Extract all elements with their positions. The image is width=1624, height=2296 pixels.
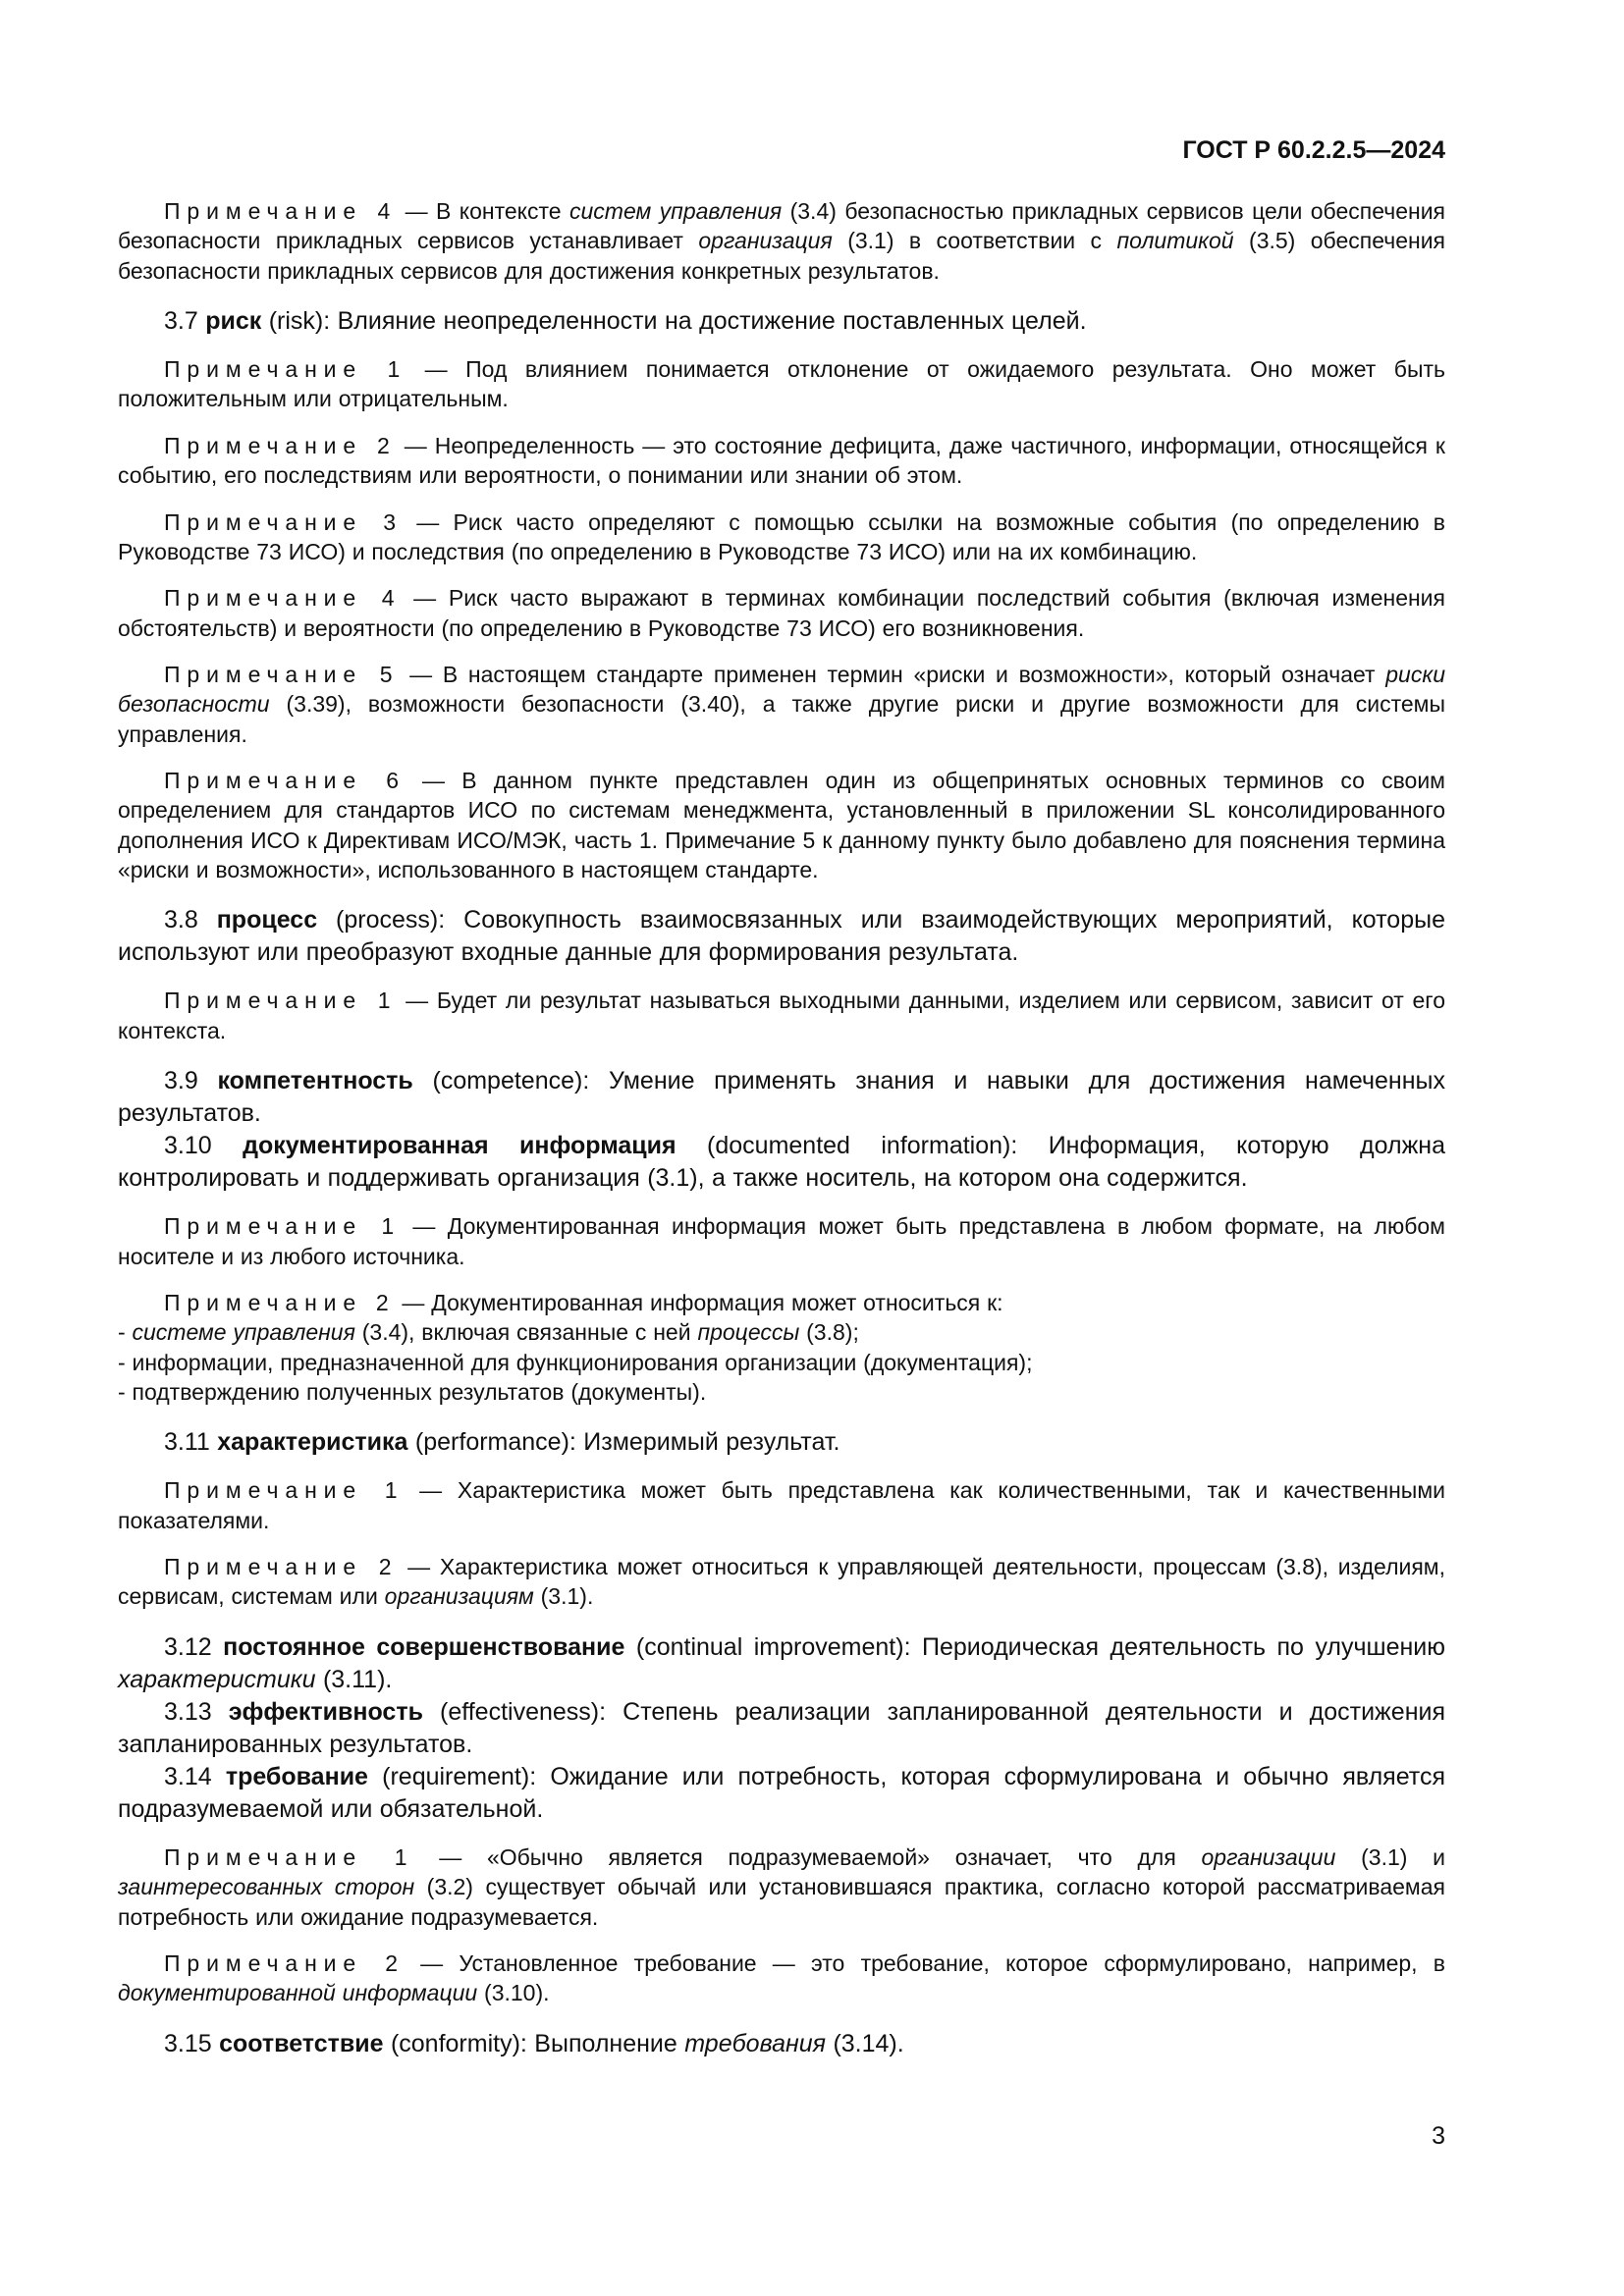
note-paragraph: Примечание 2 — Установленное требование — это требование, которое сформулировано, например, в документированной информации (3.10). (118, 1949, 1445, 2006)
note-paragraph: Примечание 2 — Документированная информация может относиться к: (164, 1289, 1003, 1315)
note-paragraph: Примечание 1 — «Обычно является подразумеваемой» означает, что для организации (3.1) и заинтересованных сторон (3.2) существует обычай или установившаяся практика, согласно которой рассматриваемая потребность или ожидание подразумевается. (118, 1843, 1446, 1930)
note-paragraph: Примечание 6 — В данном пункте представлен один из общепринятых основных терминов со своим определением для стандартов ИСО по системам менеджмента, установленный в приложении SL консолидированного дополнения ИСО к Директивам ИСО/МЭК, часть 1. Примечание 5 к данному пункту было добавлено для пояснения термина «риски и возможности», использованного в настоящем стандарте. (118, 768, 1445, 883)
term-definition-paragraph: 3.11 характеристика (performance): Измеримый результат. (164, 1428, 840, 1457)
note-paragraph: Примечание 1 — Под влиянием понимается отклонение от ожидаемого результата. Оно может быть положительным или отрицательным. (118, 356, 1445, 412)
term-definition-paragraph: 3.14 требование (requirement): Ожидание или потребность, которая сформулирована и обычно является подразумеваемой или обязательной. (118, 1762, 1445, 1823)
note-paragraph: Примечание 2 — Характеристика может относиться к управляющей деятельности, процессам (3.8), изделиям, сервисам, системам или организациям (3.1). (118, 1554, 1445, 1610)
note-list-item: - подтверждению полученных результатов (документы). (118, 1378, 707, 1405)
note-paragraph: Примечание 2 — Неопределенность — это состояние дефицита, даже частичного, информации, относящейся к событию, его последствиям или вероятности, о понимании или знании об этом. (118, 432, 1445, 489)
page-header (118, 135, 1445, 165)
page-footer (1432, 2122, 1445, 2151)
term-definition-paragraph: 3.12 постоянное совершенствование (continual improvement): Периодическая деятельность по улучшению характеристики (3.11). (118, 1632, 1445, 1693)
document-code: ГОСТ Р 60.2.2.5—2024 (1182, 136, 1445, 164)
note-paragraph: Примечание 5 — В настоящем стандарте применен термин «риски и возможности», который означает риски безопасности (3.39), возможности безопасности (3.40), а также другие риски и другие возможности для системы управления. (118, 661, 1445, 747)
term-definition-paragraph: 3.7 риск (risk): Влияние неопределенности на достижение поставленных целей. (164, 307, 1087, 336)
note-paragraph: Примечание 1 — Характеристика может быть представлена как количественными, так и качественными показателями. (118, 1477, 1445, 1533)
note-paragraph: Примечание 4 — Риск часто выражают в терминах комбинации последствий события (включая изменения обстоятельств) и вероятности (по определению в Руководстве 73 ИСО) его возникновения. (118, 585, 1445, 641)
term-definition-paragraph: 3.13 эффективность (effectiveness): Степень реализации запланированной деятельности и достижения запланированных результатов. (118, 1697, 1445, 1758)
term-definition-paragraph: 3.9 компетентность (competence): Умение применять знания и навыки для достижения намеченных результатов. (118, 1067, 1445, 1128)
note-paragraph: Примечание 4 — В контексте систем управления (3.4) безопасностью прикладных сервисов цели обеспечения безопасности прикладных сервисов устанавливает организация (3.1) в соответствии с политикой (3.5) обеспечения безопасности прикладных сервисов для достижения конкретных результатов. (118, 198, 1446, 284)
document-content (118, 196, 1445, 2060)
note-paragraph: Примечание 3 — Риск часто определяют с помощью ссылки на возможные события (по определению в Руководстве 73 ИСО) и последствия (по определению в Руководстве 73 ИСО) или на их комбинацию. (118, 508, 1445, 564)
note-paragraph: Примечание 1 — Документированная информация может быть представлена в любом формате, на любом носителе и из любого источника. (118, 1213, 1445, 1269)
term-definition-paragraph: 3.15 соответствие (conformity): Выполнение требования (3.14). (164, 2029, 904, 2057)
note-list-item: - системе управления (3.4), включая связанные с ней процессы (3.8); (118, 1319, 859, 1346)
page-number: 3 (1432, 2122, 1445, 2150)
term-definition-paragraph: 3.8 процесс (process): Совокупность взаимосвязанных или взаимодействующих мероприятий, которые используют или преобразуют входные данные для формирования результата. (118, 906, 1445, 967)
term-definition-paragraph: 3.10 документированная информация (documented information): Информация, которую должна контролировать и поддерживать организация (3.1), а также носитель, на котором она содержится. (118, 1132, 1446, 1193)
note-paragraph: Примечание 1 — Будет ли результат называться выходными данными, изделием или сервисом, зависит от его контекста. (118, 988, 1445, 1043)
note-list-item: - информации, предназначенной для функционирования организации (документация); (118, 1349, 1033, 1375)
